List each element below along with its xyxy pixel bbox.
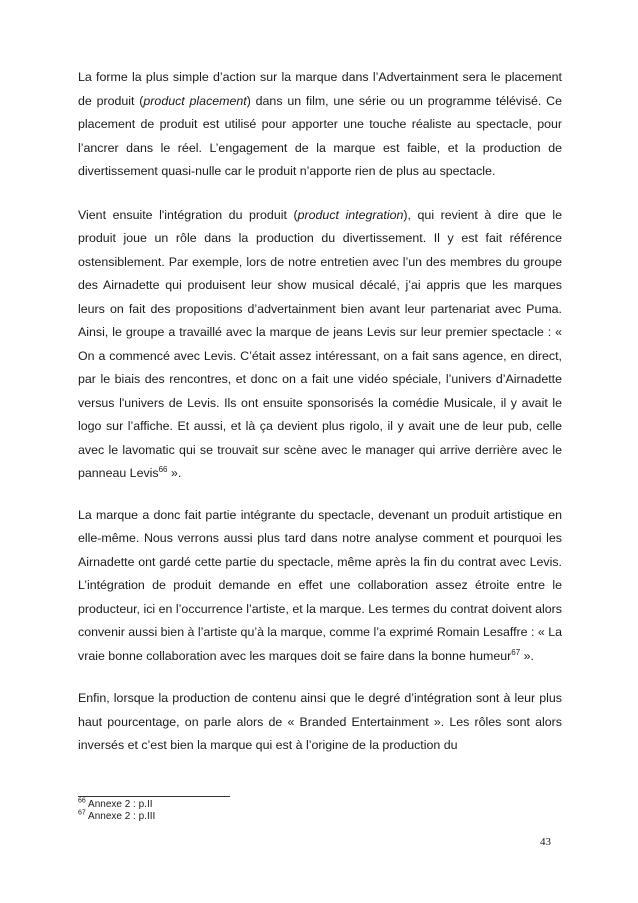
paragraph-text: ». — [520, 648, 534, 663]
footnote-reference-67: 67 — [511, 647, 521, 657]
italic-term: product placement — [143, 93, 247, 108]
document-body — [78, 66, 562, 758]
paragraph-branded-entertainment — [78, 687, 562, 758]
paragraph-product-placement — [78, 66, 562, 184]
footnote-number: 66 — [78, 797, 86, 805]
paragraph-text: Enfin, lorsque la production de contenu ainsi que le degré d’intégration sont à leur plus haut pourcentage, on parle alors de « Branded Entertainment ». Les rôles sont alors inversés et c’est bien la marque qui est à l’origine de la production du — [78, 691, 562, 752]
paragraph-product-integration — [78, 204, 562, 486]
footnote-number: 67 — [78, 809, 86, 817]
paragraph-brand-integration — [78, 504, 562, 669]
paragraph-text: ) dans un film, une série ou un programme télévisé. Ce placement de produit est utilisé pour apporter une touche réaliste au spectacle, pour l’ancrer dans le réel. L’engagement de la marque est faible, et la production de divertissement quasi-nulle car le produit n’apporte rien de plus au spectacle. — [78, 93, 562, 178]
paragraph-text: ), qui revient à dire que le produit joue un rôle dans la production du divertissement. Il y est fait référence ostensiblement. Par exemple, lors de notre entretien avec l’un des membres du groupe des Airnadette qui produisent leur show musical décalé, j’ai appris que les marques leurs on fait des propositions d’advertainment bien avant leur partenariat avec Puma. Ainsi, le groupe a travaillé avec la marque de jeans Levis sur leur premier spectacle : « On a commencé avec Levis. C’était assez intéressant, on a fait sans agence, en direct, par le biais des rencontres, et donc on a fait une vidéo spéciale, l’univers d’Airnadette versus l'univers de Levis. Ils ont ensuite sponsorisés la comédie Musicale, il y avait le logo sur l’affiche. Et aussi, et là ça devient plus rigolo, il y avait une de leur pub, celle avec le lavomatic qui se trouvait sur scène avec le manager qui arrive derrière avec le panneau Levis — [78, 207, 562, 480]
paragraph-text: La marque a donc fait partie intégrante du spectacle, devenant un produit artistique en elle-même. Nous verrons aussi plus tard dans notre analyse comment et pourquoi les Airnadette ont gardé cette partie du spectacle, même après la fin du contrat avec Levis. L’intégration de produit demande en effet une collaboration assez étroite entre le producteur, ici en l’occurrence l’artiste, et la marque. Les termes du contrat doivent alors convenir aussi bien à l’artiste qu’à la marque, comme l’a exprimé Romain Lesaffre : « La vraie bonne collaboration avec les marques doit se faire dans la bonne humeur — [78, 507, 562, 663]
footnotes — [78, 799, 155, 823]
paragraph-text: Vient ensuite l'intégration du produit ( — [78, 207, 298, 222]
footnote-67 — [78, 811, 155, 823]
footnote-66 — [78, 799, 155, 811]
footnote-text: Annexe 2 : p.II — [85, 799, 153, 810]
page-number: 43 — [540, 836, 551, 848]
paragraph-text: La forme la plus simple d’action sur la marque dans l’Advertainment sera le placement de produit ( — [78, 70, 562, 108]
italic-term: product integration — [297, 207, 404, 222]
footnote-separator — [78, 796, 230, 797]
paragraph-text: ». — [167, 466, 182, 480]
footnote-reference-66: 66 — [158, 464, 168, 474]
footnote-text: Annexe 2 : p.III — [85, 811, 156, 822]
